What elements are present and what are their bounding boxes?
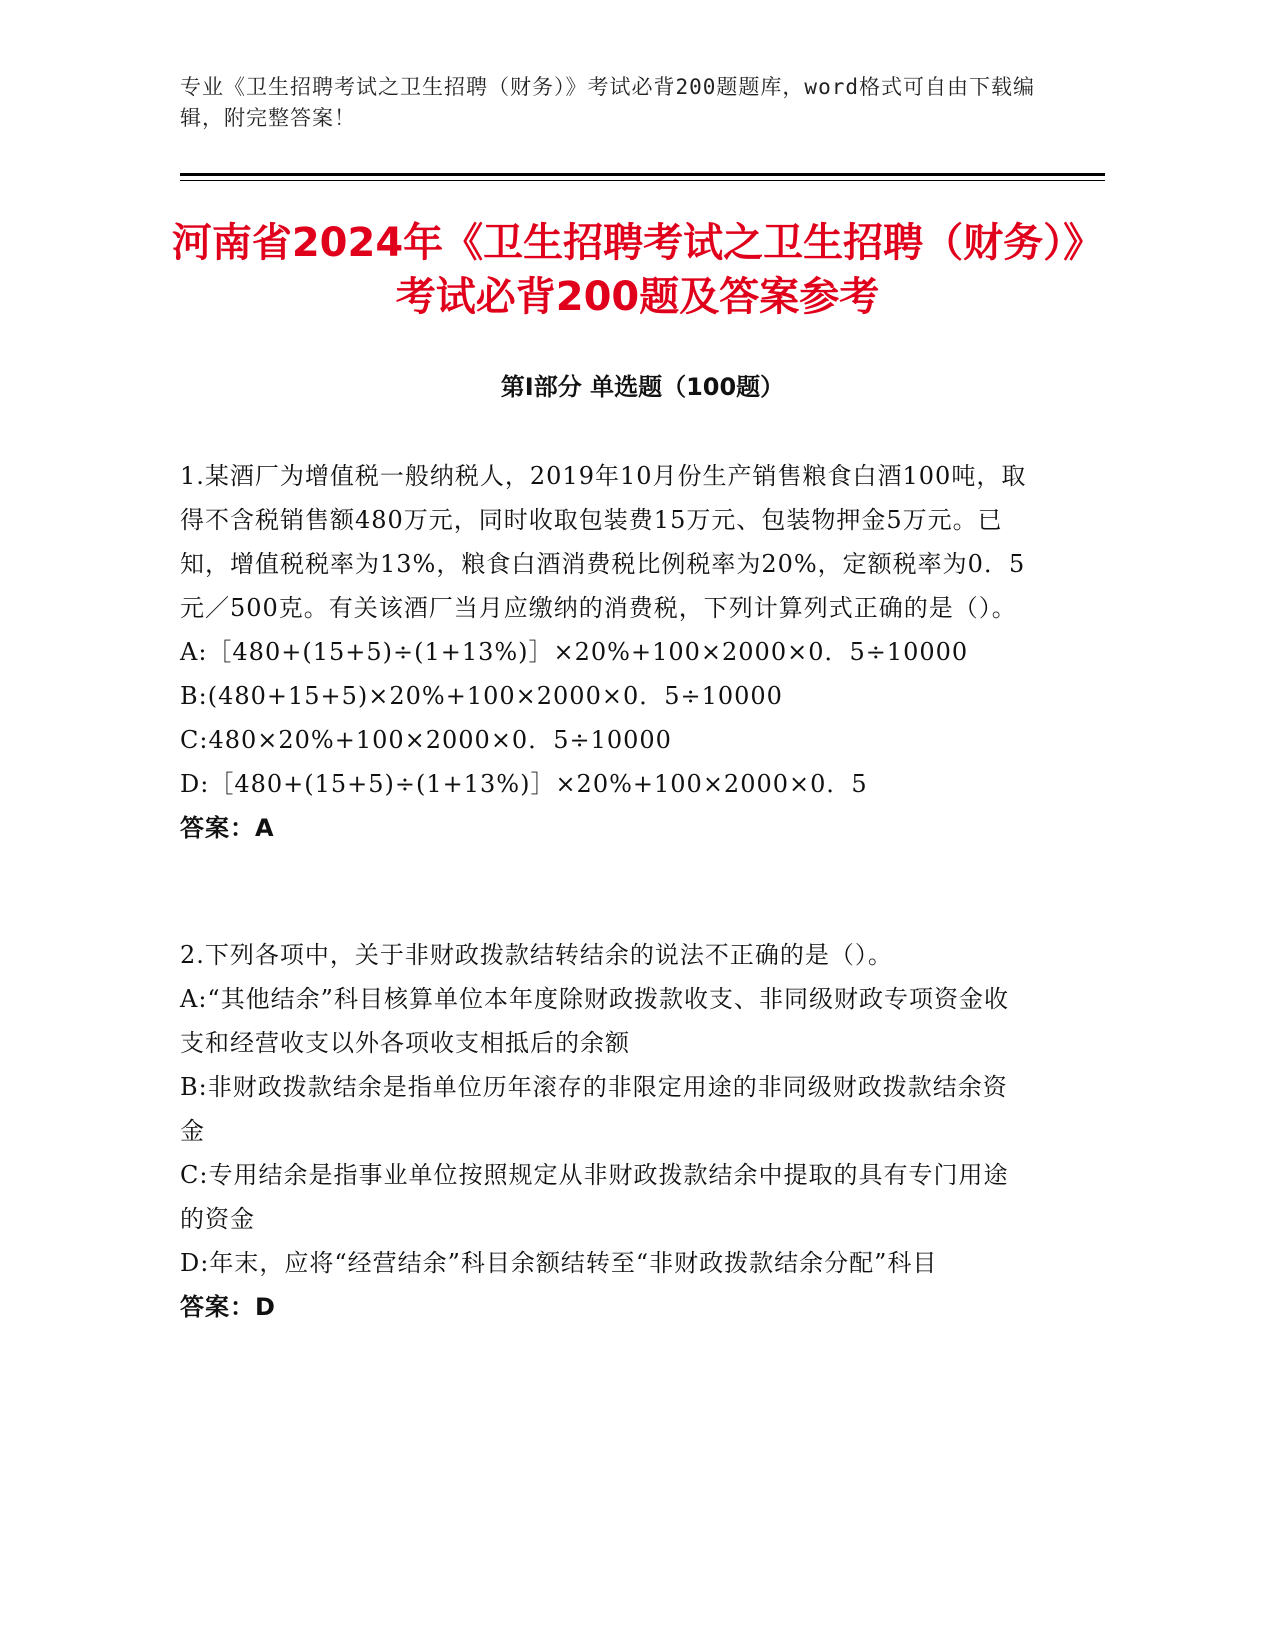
question-stem: 1.某酒厂为增值税一般纳税人，2019年10月份生产销售粮食白酒100吨，取得不含税销售额480万元，同时收取包装费15万元、包装物押金5万元。已知，增值税税率为13%，粮食白酒消费税比例税率为20%，定额税率为0．5元／500克。有关该酒厂当月应缴纳的消费税，下列计算列式正确的是（）。 — [180, 462, 1027, 622]
answer-text: 答案：D — [180, 1293, 276, 1321]
section-title: 第I部分 单选题（100题） — [500, 373, 785, 401]
question-stem: 2.下列各项中，关于非财政拨款结转结余的说法不正确的是（）。 — [180, 941, 893, 969]
question-block — [180, 933, 1030, 1329]
option-c: C:480×20%+100×2000×0．5÷10000 — [180, 726, 672, 754]
option-b: B:非财政拨款结余是指单位历年滚存的非限定用途的非同级财政拨款结余资金 — [180, 1073, 1008, 1145]
option-b: B:(480+15+5)×20%+100×2000×0．5÷10000 — [180, 682, 783, 710]
question-block — [180, 454, 1030, 850]
option-d: D:［480+(15+5)÷(1+13%)］×20%+100×2000×0．5 — [180, 770, 868, 798]
header-divider-thick — [180, 173, 1105, 176]
header-divider-thin — [180, 180, 1105, 181]
option-a: A:［480+(15+5)÷(1+13%)］×20%+100×2000×0．5÷10000 — [180, 638, 969, 666]
header-note: 专业《卫生招聘考试之卫生招聘（财务）》考试必背200题题库，word格式可自由下载编辑，附完整答案！ — [180, 75, 1035, 130]
option-c: C:专用结余是指事业单位按照规定从非财政拨款结余中提取的具有专门用途的资金 — [180, 1161, 1009, 1233]
option-d: D:年末，应将“经营结余”科目余额结转至“非财政拨款结余分配”科目 — [180, 1249, 938, 1277]
option-a: A:“其他结余”科目核算单位本年度除财政拨款收支、非同级财政专项资金收支和经营收支以外各项收支相抵后的余额 — [180, 985, 1009, 1057]
document-title: 河南省2024年《卫生招聘考试之卫生招聘（财务）》考试必背200题及答案参考 — [171, 220, 1104, 320]
answer-text: 答案：A — [180, 814, 275, 842]
